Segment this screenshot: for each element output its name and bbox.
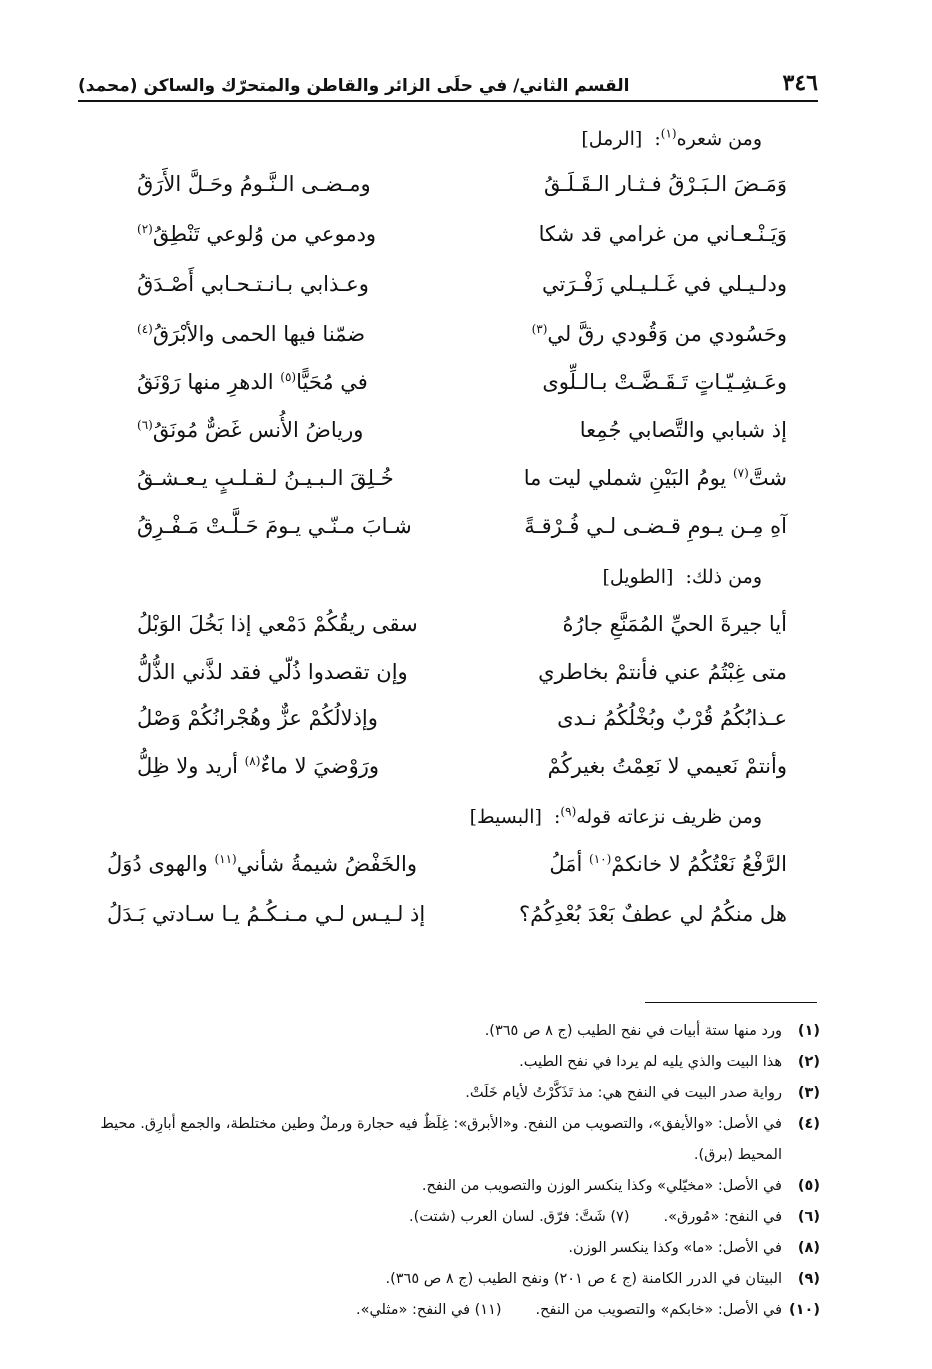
verse-second-hemistich: خُـلِقَ الـبـيـنُ لـقـلـبٍ يـعـشـقُ bbox=[137, 466, 394, 490]
verse-second-hemistich: ودموعي من وُلوعي تَنْطِقُ$^{(٢)}$ bbox=[137, 222, 377, 246]
footnote-text: رواية صدر البيت في النفح هي: مذ تَذَكَّرْتُ لأيام خَلَتْ. bbox=[465, 1085, 782, 1101]
header-rule bbox=[78, 100, 818, 102]
verse-second-hemistich: وإذلالُكُمْ عزٌّ وهُجْرانُكُمْ وَصْلُ bbox=[137, 706, 378, 730]
verse-second-hemistich: ورَوْضيَ لا ماءٌ$^{(٨)}$ أريد ولا ظِلُّ bbox=[137, 754, 380, 778]
verse-first-hemistich: شتَّ$^{(٧)}$ يومُ البَيْنِ شملي ليت ما bbox=[523, 466, 787, 490]
footnote-number: (١) bbox=[797, 1023, 820, 1039]
footnote-text: شَتَّ: فرّق. لسان العرب (شتت). bbox=[409, 1209, 606, 1225]
verse-second-hemistich: ورياضُ الأُنس غَضٌّ مُونَقُ$^{(٦)}$ bbox=[137, 418, 364, 442]
footnote-text: في الأصل: «مخيّلي» وكذا ينكسر الوزن والتصويب من النفح. bbox=[421, 1178, 782, 1194]
footnote-marker: (٤) bbox=[137, 322, 153, 336]
footnote-number: (٤) bbox=[797, 1116, 820, 1132]
verse-line bbox=[137, 272, 787, 296]
verse-first-hemistich: ودلـيـلي في غَـلـيـلي زَفْـرَتي bbox=[541, 272, 787, 296]
verse-line bbox=[137, 514, 787, 538]
footnote-text: في الأصل: «والأيفق»، والتصويب من النفح. و«الأبرق»: غِلَظٌ فيه حجارة ورملٌ وطين مختلطة، والجمع أبارِق. محيط المحيط (برق). bbox=[100, 1116, 782, 1163]
page-header bbox=[78, 62, 818, 96]
verse-second-hemistich: ضمّنا فيها الحمى والأبْرَقُ$^{(٤)}$ bbox=[137, 322, 366, 346]
verse-second-hemistich: والخَفْضُ شيمةُ شأني$^{(١١)}$ والهوى دُوَلُ bbox=[107, 852, 418, 876]
verse-first-hemistich: وعَـشِـيّـاتٍ تَـقَـضَّـتْ بـالـلِّوى bbox=[542, 370, 787, 394]
running-head: القسم الثاني/ في حلَى الزائر والقاطن والمتحرّك والساكن (محمد) bbox=[78, 76, 630, 96]
footnote-marker: (٢) bbox=[137, 222, 153, 236]
verse-line bbox=[137, 754, 787, 778]
footnote-number: (١٠) bbox=[789, 1302, 820, 1318]
footnote-text: في النفح: «مُورق». bbox=[663, 1209, 782, 1225]
footnote bbox=[80, 1109, 820, 1171]
page-number: ٣٤٦ bbox=[782, 70, 818, 96]
verse-line bbox=[137, 418, 787, 442]
verse-first-hemistich: وحَسُودي من وَقُودي رقَّ لي$^{(٣)}$ bbox=[531, 322, 787, 346]
meter-label: [الرمل] bbox=[581, 128, 643, 150]
footnote-marker: (٣) bbox=[531, 322, 548, 336]
footnote bbox=[80, 1047, 820, 1078]
footnote-text: في الأصل: «خابكم» والتصويب من النفح. bbox=[535, 1302, 782, 1318]
verse-first-hemistich: وَيَـنْـعـاني من غرامي قد شكا bbox=[538, 222, 787, 246]
footnote-number: (٦) bbox=[797, 1209, 820, 1225]
verse-second-hemistich: ومـضـى الـنَّـومُ وحَـلَّ الأَرَقُ bbox=[137, 172, 371, 196]
footnote-marker: (٦) bbox=[137, 418, 153, 432]
verse-line bbox=[137, 370, 787, 394]
verse-first-hemistich: وَمَـضَ الـبَـرْقُ فـثـار الـقَـلَـقُ bbox=[543, 172, 787, 196]
verse-second-hemistich: وإن تقصدوا ذُلّي فقد لذَّني الذُّلُّ bbox=[137, 660, 408, 684]
verse-line bbox=[137, 466, 787, 490]
poem-intro: ومن شعره$^{(١)}$: [الرمل] bbox=[581, 126, 762, 150]
footnote-marker: (٩) bbox=[560, 804, 577, 819]
verse-first-hemistich: عـذابُكُمُ قُرْبٌ وبُخْلُكُمُ نـدى bbox=[557, 706, 787, 730]
footnote-text: في النفح: «مثلي». bbox=[355, 1302, 471, 1318]
footnote bbox=[80, 1233, 820, 1264]
verse-first-hemistich: متى غِبْتُمُ عني فأنتمْ بخاطري bbox=[538, 660, 787, 684]
footnote-separator bbox=[645, 1002, 817, 1003]
meter-label: [الطويل] bbox=[602, 566, 674, 588]
footnote-text: البيتان في الدرر الكامنة (ج ٤ ص ٢٠١) ونفح الطيب (ج ٨ ص ٣٦٥). bbox=[385, 1271, 782, 1287]
verse-line bbox=[137, 322, 787, 346]
footnote-number: (٨) bbox=[797, 1240, 820, 1256]
verse-line bbox=[137, 612, 787, 636]
footnote-number: (٧) bbox=[610, 1209, 630, 1225]
poem-intro: ومن ظريف نزعاته قوله$^{(٩)}$: [البسيط] bbox=[469, 804, 762, 828]
footnote-marker: (٨) bbox=[244, 754, 261, 768]
verse-second-hemistich: شـابَ مـنّـي يـومَ حَـلَّـتْ مَـفْـرِقُ bbox=[137, 514, 412, 538]
footnote-marker: (١٠) bbox=[589, 852, 612, 866]
verse-line bbox=[137, 660, 787, 684]
footnote-number: (٣) bbox=[797, 1085, 820, 1101]
verse-line bbox=[107, 902, 787, 926]
footnote-text: في الأصل: «ما» وكذا ينكسر الوزن. bbox=[568, 1240, 782, 1256]
footnote-number: (١١) bbox=[474, 1302, 502, 1318]
verse-first-hemistich: آهِ مِـن يـومِ قـضـى لـي فُـرْقـةً bbox=[524, 514, 787, 538]
footnote-text: ورد منها ستة أبيات في نفح الطيب (ج ٨ ص ٣٦٥). bbox=[484, 1023, 782, 1039]
footnote-marker: (١١) bbox=[214, 852, 237, 866]
footnote bbox=[80, 1264, 820, 1295]
verse-first-hemistich: إذ شبابي والتَّصابي جُمِعا bbox=[579, 418, 787, 442]
footnotes bbox=[80, 1016, 820, 1326]
verse-second-hemistich: سقى ريقُكُمْ دَمْعي إذا بَخُلَ الوَبْلُ bbox=[137, 612, 418, 636]
footnote bbox=[80, 1016, 820, 1047]
footnote-text: هذا البيت والذي يليه لم يردا في نفح الطيب. bbox=[519, 1054, 782, 1070]
verse-second-hemistich: إذ لـيـس لـي مـنـكُـمُ يـا سـادتي بَـدَلُ bbox=[107, 902, 426, 926]
verse-second-hemistich: في مُحَيًّا$^{(٥)}$ الدهرِ منها رَوْنَقُ bbox=[137, 370, 368, 394]
footnote-number: (٥) bbox=[797, 1178, 820, 1194]
verse-line bbox=[107, 852, 787, 876]
verse-line bbox=[137, 172, 787, 196]
footnote-number: (٢) bbox=[797, 1054, 820, 1070]
footnote bbox=[80, 1202, 820, 1233]
meter-label: [البسيط] bbox=[469, 806, 542, 828]
footnote bbox=[80, 1078, 820, 1109]
poem-intro: ومن ذلك: [الطويل] bbox=[602, 566, 762, 588]
verse-line bbox=[137, 222, 787, 246]
footnote-marker: (٥) bbox=[280, 370, 297, 384]
verse-first-hemistich: وأنتمْ نَعيمي لا نَعِمْتُ بغيركُمْ bbox=[547, 754, 787, 778]
verse-first-hemistich: أيا جيرةَ الحيِّ المُمَنَّعِ جارُهُ bbox=[562, 612, 787, 636]
verse-second-hemistich: وعـذابي بـانـتـحـابي أَصْـدَقُ bbox=[137, 272, 369, 296]
footnote bbox=[80, 1295, 820, 1326]
verse-first-hemistich: هل منكُمُ لي عطفٌ بَعْدَ بُعْدِكُمُ؟ bbox=[518, 902, 787, 926]
footnote bbox=[80, 1171, 820, 1202]
footnote-marker: (٧) bbox=[732, 466, 749, 480]
footnote-number: (٩) bbox=[797, 1271, 820, 1287]
verse-first-hemistich: الرَّفْعُ نَعْتُكُمُ لا خانكمْ$^{(١٠)}$ أمَلُ bbox=[549, 852, 787, 876]
footnote-marker: (١) bbox=[660, 126, 677, 141]
verse-line bbox=[137, 706, 787, 730]
